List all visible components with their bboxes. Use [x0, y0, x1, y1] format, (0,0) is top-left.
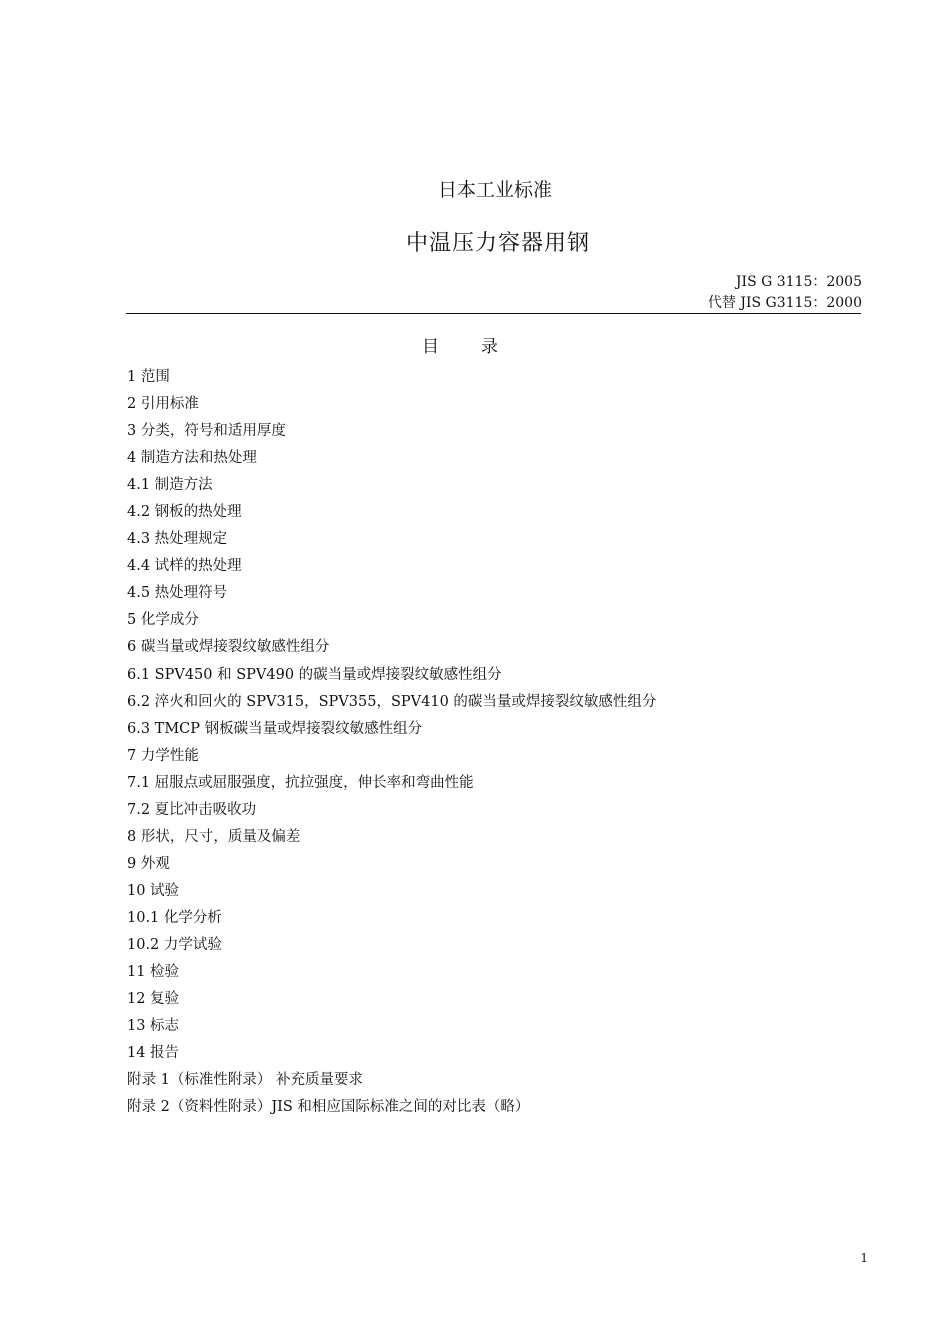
standard-codes	[708, 272, 862, 314]
document-title: 中温压力容器用钢	[405, 231, 590, 256]
toc-item: 4.1 制造方法	[127, 477, 213, 494]
standard-code: JIS G 3115：2005	[735, 274, 862, 290]
toc-item: 12 复验	[127, 991, 180, 1008]
toc-item: 14 报告	[127, 1045, 180, 1062]
toc-item: 10 试验	[127, 882, 180, 899]
toc-item: 8 形状，尺寸，质量及偏差	[127, 828, 301, 845]
toc-item: 6 碳当量或焊接裂纹敏感性组分	[127, 639, 330, 656]
toc-item: 6.2 淬火和回火的 SPV315，SPV355，SPV410 的碳当量或焊接裂纹敏感性组分	[127, 693, 657, 710]
toc-heading: 目录	[422, 337, 540, 357]
toc-item: 4.4 试样的热处理	[127, 558, 242, 575]
toc-item: 7.1 屈服点或屈服强度，抗拉强度，伸长率和弯曲性能	[127, 774, 474, 791]
toc-item: 7 力学性能	[127, 747, 199, 764]
toc-item: 11 检验	[127, 964, 180, 981]
toc-item: 4.2 钢板的热处理	[127, 504, 242, 521]
toc-item: 4.5 热处理符号	[127, 585, 228, 602]
toc-item: 3 分类，符号和适用厚度	[127, 423, 286, 440]
table-of-contents	[127, 364, 656, 1121]
toc-item: 4.3 热处理规定	[127, 531, 228, 548]
toc-item: 附录 1（标准性附录） 补充质量要求	[127, 1072, 363, 1089]
standard-body-heading: 日本工业标准	[437, 179, 552, 201]
toc-item: 1 范围	[127, 369, 170, 385]
page-number: 1	[860, 1251, 868, 1265]
toc-item: 10.1 化学分析	[127, 909, 222, 926]
toc-item: 2 引用标准	[127, 396, 199, 413]
toc-item: 附录 2（资料性附录）JIS 和相应国际标准之间的对比表（略）	[127, 1099, 530, 1116]
toc-item: 6.1 SPV450 和 SPV490 的碳当量或焊接裂纹敏感性组分	[127, 666, 502, 683]
toc-item: 9 外观	[127, 855, 170, 872]
toc-item: 4 制造方法和热处理	[127, 450, 257, 467]
toc-item: 5 化学成分	[127, 612, 199, 629]
replaced-standard-code: 代替 JIS G3115：2000	[707, 295, 862, 311]
toc-item: 6.3 TMCP 钢板碳当量或焊接裂纹敏感性组分	[127, 720, 423, 737]
toc-item: 13 标志	[127, 1018, 180, 1035]
toc-item: 7.2 夏比冲击吸收功	[127, 801, 257, 818]
header-divider	[126, 313, 861, 314]
toc-item: 10.2 力学试验	[127, 936, 222, 953]
